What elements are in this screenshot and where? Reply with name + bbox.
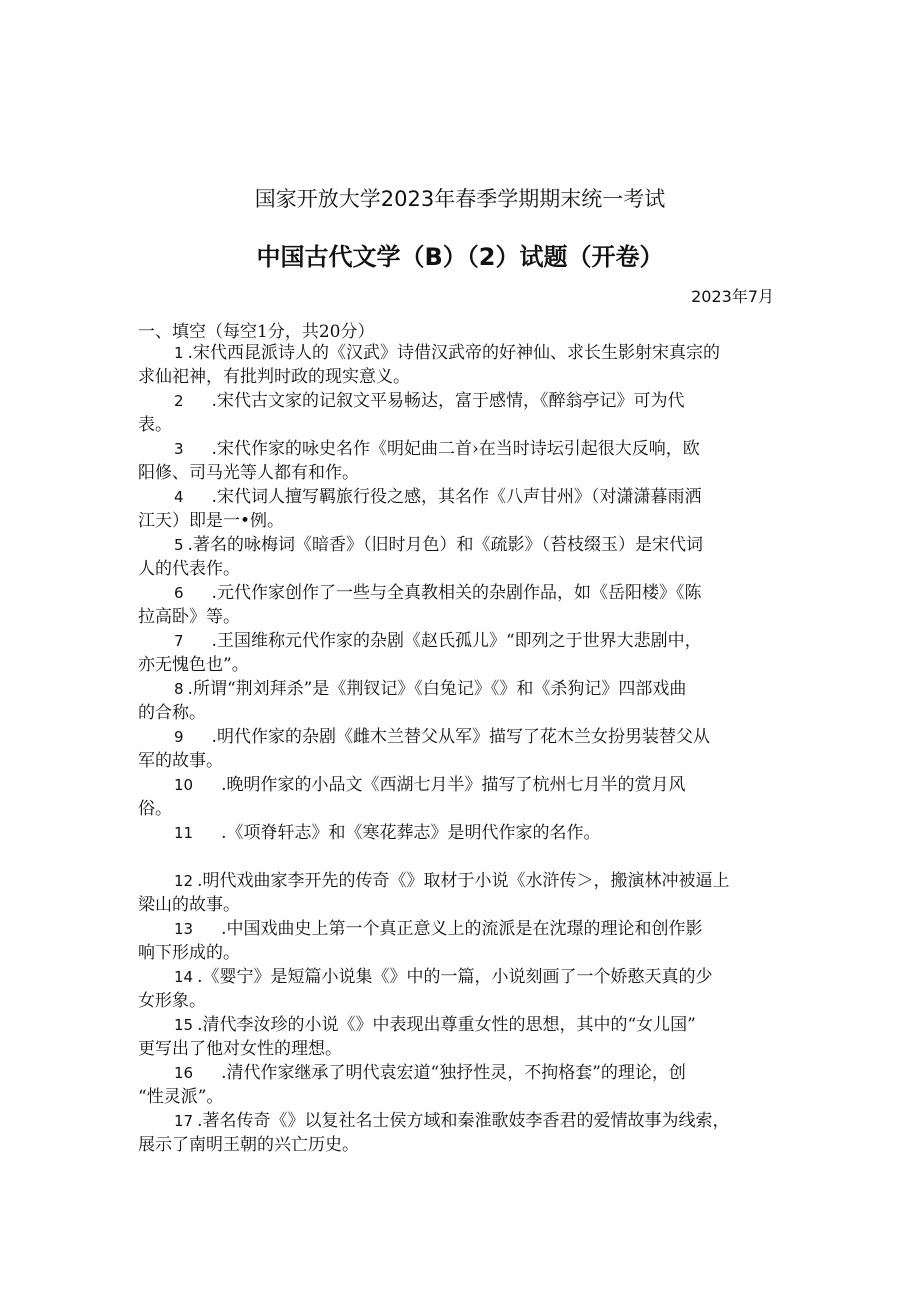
- question-first-line: [138, 437, 788, 461]
- question-first-line: [138, 1109, 788, 1133]
- question-first-line: [138, 965, 788, 989]
- question-text: .《婴宁》是短篇小说集《》中的一篇，小说刻画了一个娇憨天真的少: [197, 967, 713, 987]
- question-continuation: 阳修、司马光等人都有和作。: [138, 463, 359, 483]
- question-text: .宋代词人擅写羁旅行役之感，其名作《八声甘州》（对潇潇暮雨洒: [211, 487, 702, 507]
- question-text: .明代作家的杂剧《雌木兰替父从军》描写了花木兰女扮男装替父从: [211, 727, 710, 747]
- question-text: .元代作家创作了一些与全真教相关的杂剧作品，如《岳阳楼》《陈: [211, 583, 702, 603]
- question-number: 12: [174, 872, 194, 890]
- question-number: 17: [174, 1112, 194, 1130]
- question-item: [138, 1109, 788, 1157]
- question-continuation: 的合称。: [138, 703, 206, 723]
- question-item: [138, 341, 788, 389]
- question-continuation: 表。: [138, 415, 172, 435]
- question-text: .王国维称元代作家的杂剧《赵氏孤儿》“即列之于世界大悲剧中，: [211, 631, 702, 651]
- question-text: .明代戏曲家李开先的传奇《》取材于小说《水浒传＞，搬演林冲被逼上: [197, 871, 730, 891]
- question-text: .著名的咏梅词《暗香》（旧时月色）和《疏影》（苔枝缀玉）是宋代词: [187, 535, 703, 555]
- question-continuation: 求仙祀神，有批判时政的现实意义。: [138, 367, 410, 387]
- question-first-line: [138, 389, 788, 413]
- question-first-line: [138, 1013, 788, 1037]
- question-number: 10: [174, 776, 194, 794]
- question-number: 1: [174, 344, 184, 362]
- question-first-line: [138, 773, 788, 797]
- question-item: [138, 917, 788, 965]
- paper-title: 中国古代文学（B）（2）试题（开卷）: [256, 243, 664, 271]
- question-number: 6: [174, 584, 184, 602]
- question-continuation: 亦无愧色也”。: [138, 655, 249, 675]
- question-text: .中国戏曲史上第一个真正意义上的流派是在沈璟的理论和创作影: [221, 919, 703, 939]
- question-continuation: 拉高卧》等。: [138, 607, 240, 627]
- question-item: [138, 437, 788, 485]
- question-first-line: [138, 629, 788, 653]
- question-item: [138, 389, 788, 437]
- question-first-line: [138, 533, 788, 557]
- exam-name: 国家开放大学2023年春季学期期末统一考试: [254, 187, 666, 211]
- question-item: [138, 629, 788, 677]
- question-first-line: [138, 821, 788, 845]
- question-first-line: [138, 869, 788, 893]
- question-first-line: [138, 485, 788, 509]
- question-number: 14: [174, 968, 194, 986]
- question-continuation: 女形象。: [138, 991, 206, 1011]
- question-first-line: [138, 917, 788, 941]
- question-continuation: 俗。: [138, 799, 172, 819]
- question-continuation: 军的故事。: [138, 751, 223, 771]
- exam-date: 2023年7月: [691, 287, 774, 306]
- question-number: 2: [174, 392, 184, 410]
- question-first-line: [138, 341, 788, 365]
- question-number: 13: [174, 920, 194, 938]
- question-continuation: 更写出了他对女性的理想。: [138, 1039, 342, 1059]
- question-number: 7: [174, 632, 184, 650]
- question-continuation: [138, 845, 788, 869]
- question-first-line: [138, 581, 788, 605]
- section-heading: 一、填空（每空1分，共20分）: [138, 322, 375, 342]
- question-text: .宋代古文家的记叙文平易畅达，富于感情，《醉翁亭记》可为代: [211, 391, 685, 411]
- question-item: [138, 773, 788, 821]
- question-item: [138, 677, 788, 725]
- question-first-line: [138, 725, 788, 749]
- question-first-line: [138, 1061, 788, 1085]
- question-number: 11: [174, 824, 194, 842]
- question-item: [138, 1013, 788, 1061]
- question-text: .宋代作家的咏史名作《明妃曲二首›在当时诗坛引起很大反响，欧: [211, 439, 700, 459]
- question-text: .《项脊轩志》和《寒花葬志》是明代作家的名作。: [221, 823, 601, 843]
- question-text: .著名传奇《》以复社名士侯方域和秦淮歌妓李香君的爱情故事为线索，: [197, 1111, 730, 1131]
- question-number: 8: [174, 680, 184, 698]
- question-continuation: 梁山的故事。: [138, 895, 240, 915]
- question-item: [138, 725, 788, 773]
- question-list: [138, 341, 788, 1157]
- question-continuation: 响下形成的。: [138, 943, 240, 963]
- question-item: [138, 869, 788, 917]
- question-number: 5: [174, 536, 184, 554]
- question-item: [138, 821, 788, 869]
- question-number: 9: [174, 728, 184, 746]
- question-item: [138, 581, 788, 629]
- question-continuation: 展示了南明王朝的兴亡历史。: [138, 1135, 359, 1155]
- question-item: [138, 485, 788, 533]
- question-number: 3: [174, 440, 184, 458]
- question-number: 15: [174, 1016, 194, 1034]
- question-item: [138, 965, 788, 1013]
- question-text: .晚明作家的小品文《西湖七月半》描写了杭州七月半的赏月风: [221, 775, 686, 795]
- question-continuation: “性灵派”。: [138, 1087, 224, 1107]
- question-text: .清代李汝珍的小说《》中表现出尊重女性的思想，其中的“女儿国”: [197, 1015, 696, 1035]
- question-first-line: [138, 677, 788, 701]
- question-text: .清代作家继承了明代袁宏道“独抒性灵，不拘格套”的理论，创: [221, 1063, 686, 1083]
- question-continuation: 江天）即是一•例。: [138, 511, 285, 531]
- question-text: .所谓“荆刘拜杀”是《荆钗记》《白兔记》《》和《杀狗记》四部戏曲: [187, 679, 687, 699]
- question-item: [138, 1061, 788, 1109]
- question-item: [138, 533, 788, 581]
- question-continuation: 人的代表作。: [138, 559, 240, 579]
- question-text: .宋代西昆派诗人的《汉武》诗借汉武帝的好神仙、求长生影射宋真宗的: [187, 343, 720, 363]
- question-number: 4: [174, 488, 184, 506]
- question-number: 16: [174, 1064, 194, 1082]
